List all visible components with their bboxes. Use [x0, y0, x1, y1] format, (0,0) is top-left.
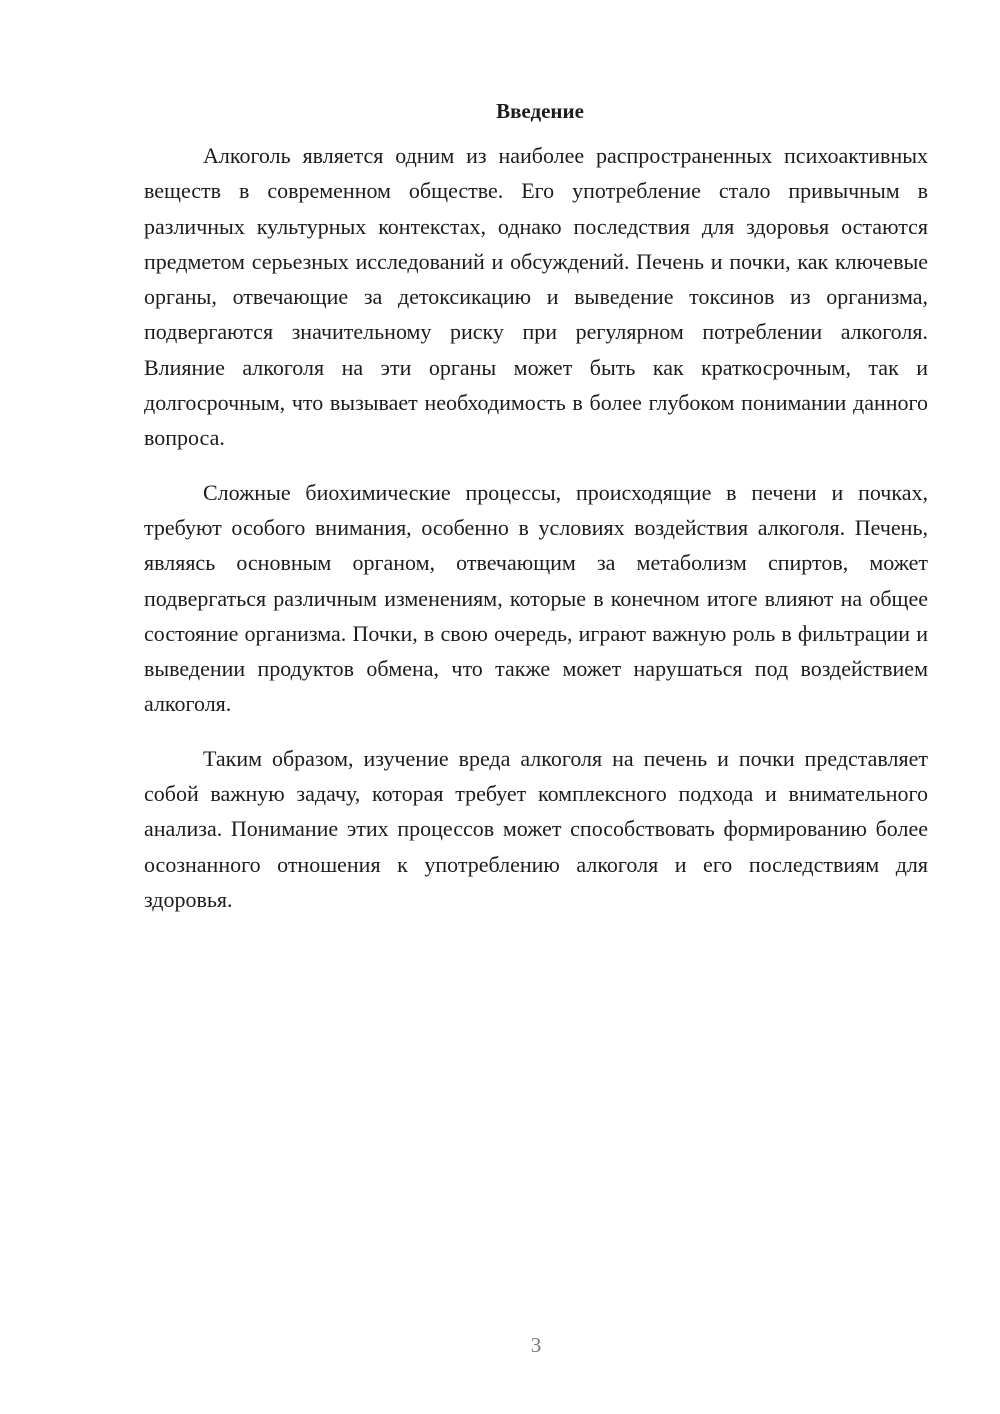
page-number: 3 — [530, 1333, 542, 1357]
paragraph-3: Таким образом, изучение вреда алкоголя на печень и почки представляет собой важную задачу, которая требует комплексного подхода и внимательного анализа. Понимание этих процессов может способствовать формированию более осознанного отношения к употреблению алкоголя и его последствиям для здоровья. — [144, 745, 928, 912]
paragraph-2: Сложные биохимические процессы, происходящие в печени и почках, требуют особого внимания, особенно в условиях воздействия алкоголя. Печень, являясь основным органом, отвечающим за метаболизм спиртов, может подвергаться различным изменениям, которые в конечном итоге влияют на общее состояние организма. Почки, в свою очередь, играют важную роль в фильтрации и выведении продуктов обмена, что также может нарушаться под воздействием алкоголя. — [144, 479, 928, 717]
paragraph-1: Алкоголь является одним из наиболее распространенных психоактивных веществ в современном обществе. Его употребление стало привычным в различных культурных контекстах, однако последствия для здоровья остаются предметом серьезных исследований и обсуждений. Печень и почки, как ключевые органы, отвечающие за детоксикацию и выведение токсинов из организма, подвергаются значительному риску при регулярном потреблении алкоголя. Влияние алкоголя на эти органы может быть как краткосрочным, так и долгосрочным, что вызывает необходимость в более глубоком понимании данного вопроса. — [144, 143, 928, 451]
page-content — [144, 96, 928, 936]
section-heading: Введение — [496, 99, 584, 123]
